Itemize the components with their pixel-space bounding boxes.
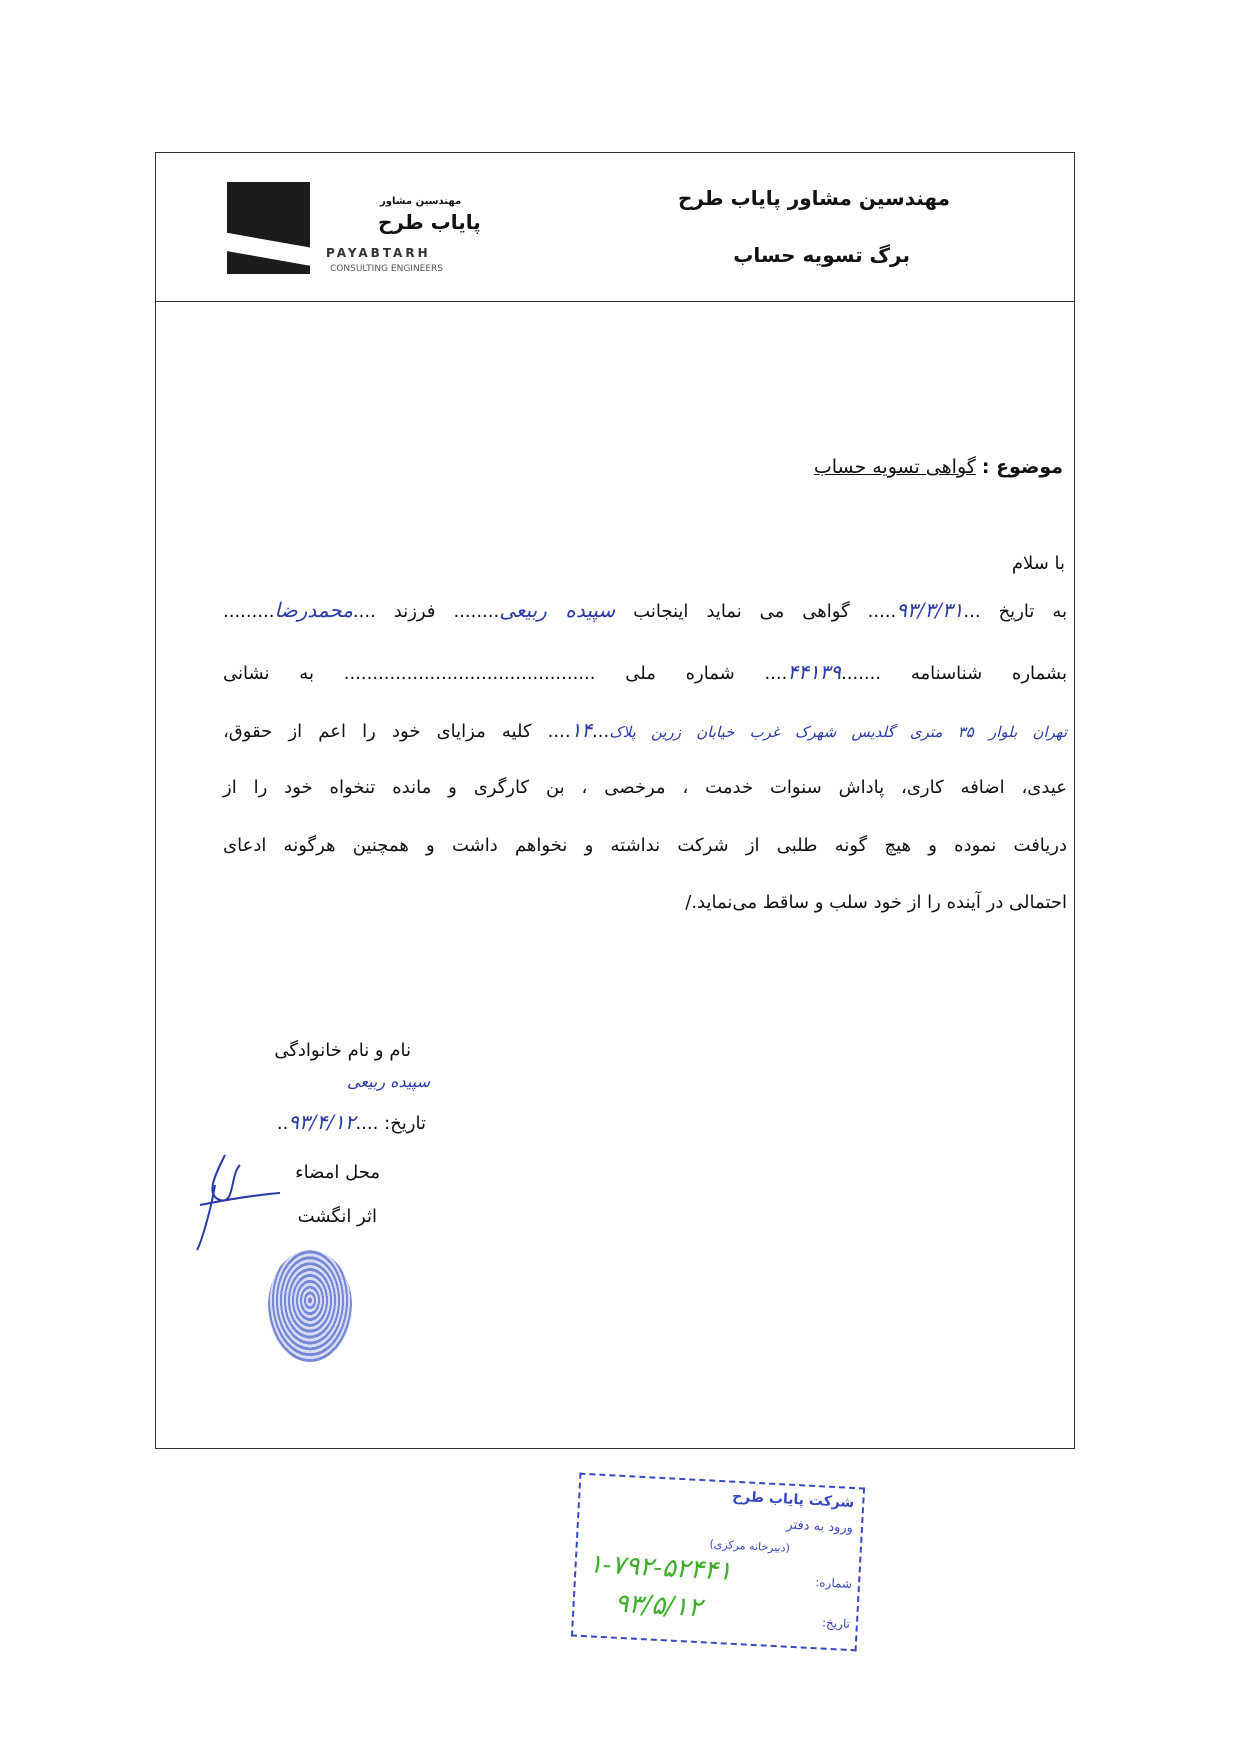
stamp-number: ۱-۷۹۲-۵۲۴۴۱ <box>587 1549 733 1587</box>
stamp-number-label: شماره: <box>814 1575 853 1592</box>
body-line-4: عیدی، اضافه کاری، پاداش سنوات خدمت ، مرخصی ، بن کارگری و مانده تنخواه خود را از <box>223 777 1067 798</box>
fingerprint-label: اثر انگشت <box>297 1206 377 1227</box>
body-line-2: بشماره شناسنامه .......۴۴۱۳۹.... شماره ملی ............................................ به نشانی <box>223 660 1067 684</box>
body-line-1: به تاریخ ...۹۳/۳/۳۱..... گواهی می نماید اینجانب سپیده ربیعی........ فرزند ....محمدرضا......... <box>223 598 1067 622</box>
address-field: تهران بلوار ۳۵ متری گلدیس شهرک غرب خیابان زرین پلاک <box>609 723 1068 741</box>
company-title: مهندسین مشاور پایاب طرح <box>677 186 950 210</box>
text: شماره ملی <box>625 663 735 684</box>
signature-date-value: ۹۳/۴/۱۲ <box>288 1110 356 1134</box>
fingerprint-icon <box>268 1250 352 1362</box>
header-divider <box>155 301 1075 302</box>
signature-place-label: محل امضاء <box>295 1162 380 1183</box>
stamp-line-3: (دبیرخانه مرکزی) <box>709 1537 791 1555</box>
logo-text-small: مهندسین مشاور <box>380 196 462 207</box>
stamp-line-1: شرکت پایاب طرح <box>731 1488 855 1512</box>
company-logo-icon <box>227 182 310 274</box>
logo-text-en: PAYABTARH <box>326 246 431 260</box>
text: کلیه مزایای خود را اعم از حقوق، <box>223 721 532 742</box>
subject-label: موضوع : <box>981 456 1063 478</box>
text: به تاریخ <box>998 601 1067 622</box>
text: بشماره شناسنامه <box>910 663 1067 684</box>
body-line-6: احتمالی در آینده را از خود سلب و ساقط می‌نماید./ <box>685 892 1067 913</box>
signature-mark-icon <box>195 1145 285 1255</box>
subject-line <box>814 456 1063 478</box>
name-field: سپیده ربیعی <box>499 598 616 622</box>
father-name-field: محمدرضا <box>274 598 353 622</box>
text: گواهی می نماید اینجانب <box>633 601 850 622</box>
date-label: تاریخ: <box>384 1113 426 1134</box>
body-line-3: تهران بلوار ۳۵ متری گلدیس شهرک غرب خیابان زرین پلاک...۱۴.... کلیه مزایای خود را اعم از حقوق، <box>223 718 1068 742</box>
subject-value: گواهی تسویه حساب <box>813 456 976 478</box>
stamp-date: ۹۳/۵/۱۲ <box>613 1588 703 1624</box>
signature-name-value: سپیده ربیعی <box>347 1072 430 1091</box>
stamp-line-2: ورود به دفتر <box>786 1517 854 1537</box>
date-row: تاریخ: ....۹۳/۴/۱۲.. <box>276 1110 426 1134</box>
text: به نشانی <box>223 663 314 684</box>
id-number-field: ۴۴۱۳۹ <box>787 660 842 684</box>
name-label: نام و نام خانوادگی <box>274 1040 411 1061</box>
body-line-5: دریافت نموده و هیچ گونه طلبی از شرکت نداشته و نخواهم داشت و همچنین هرگونه ادعای <box>223 835 1067 856</box>
form-title: برگ تسویه حساب <box>733 243 910 267</box>
logo-text-fa: پایاب طرح <box>378 210 481 234</box>
receipt-stamp <box>571 1473 865 1652</box>
plaque-field: ۱۴ <box>570 718 593 742</box>
logo-text-en-sub: CONSULTING ENGINEERS <box>330 264 444 274</box>
text: فرزند <box>393 601 436 622</box>
greeting: با سلام <box>1011 553 1065 574</box>
stamp-date-label: تاریخ: <box>821 1615 851 1631</box>
date-field: ۹۳/۳/۳۱ <box>896 598 964 622</box>
